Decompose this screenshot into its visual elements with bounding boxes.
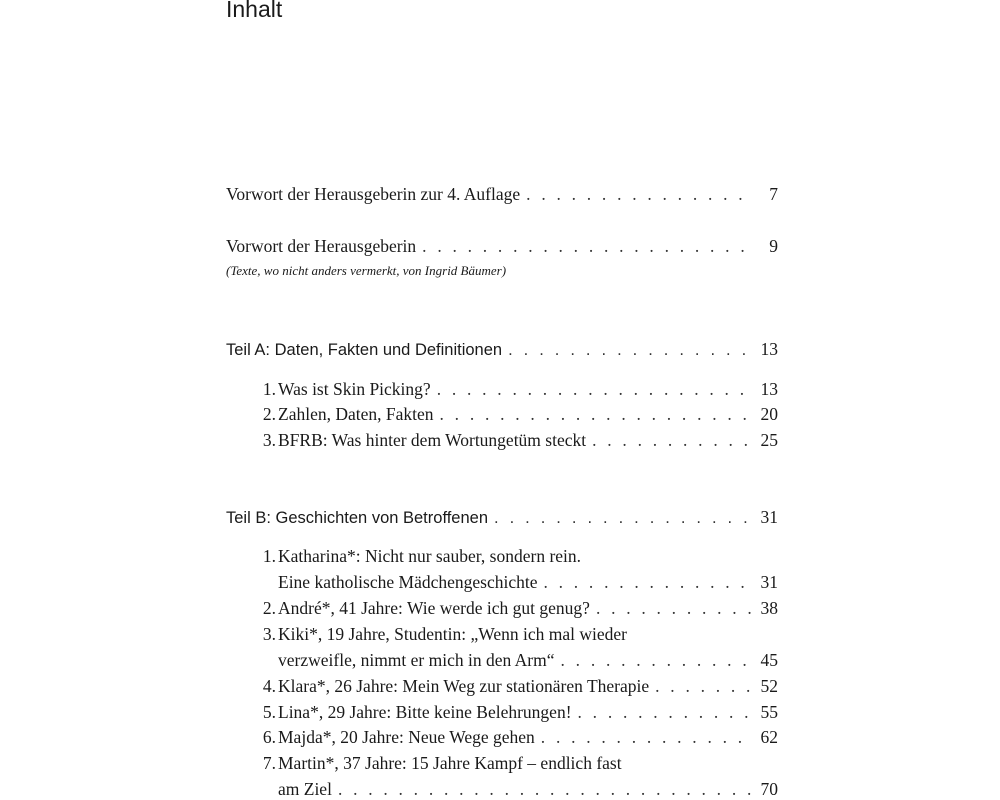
toc-entry-a1[interactable] bbox=[252, 378, 778, 400]
toc-entry-b7[interactable] bbox=[252, 778, 778, 800]
toc-entry-b4[interactable] bbox=[252, 675, 778, 697]
dot-leader bbox=[508, 339, 754, 361]
toc-page-number: 25 bbox=[760, 430, 778, 450]
dot-leader bbox=[494, 507, 754, 529]
toc-entry-label: Vorwort der Herausgeberin zur 4. Auflage bbox=[226, 184, 521, 204]
toc-entry-label: Klara*, 26 Jahre: Mein Weg zur stationären Therapie bbox=[278, 676, 650, 696]
toc-entry-preface[interactable] bbox=[226, 235, 778, 257]
toc-entry-label: BFRB: Was hinter dem Wortungetüm steckt bbox=[278, 430, 587, 450]
toc-entry-label: Lina*, 29 Jahre: Bitte keine Belehrungen! bbox=[278, 702, 572, 722]
toc-entry-b2[interactable] bbox=[252, 597, 778, 619]
toc-entry-number: 1. bbox=[262, 546, 276, 566]
toc-entry-number: 2. bbox=[262, 598, 276, 618]
toc-entry-label: Zahlen, Daten, Fakten bbox=[278, 404, 434, 424]
toc-entry-label: verzweifle, nimmt er mich in den Arm“ bbox=[278, 650, 555, 670]
dot-leader bbox=[541, 726, 754, 748]
toc-entry-b5[interactable] bbox=[252, 701, 778, 723]
toc-section-label: Teil A: Daten, Fakten und Definitionen bbox=[226, 341, 503, 359]
toc-page-number: 9 bbox=[769, 236, 778, 256]
toc-page-number: 62 bbox=[760, 727, 778, 747]
toc-entry-label: Vorwort der Herausgeberin bbox=[226, 236, 417, 256]
toc-entry-label: am Ziel bbox=[278, 779, 332, 799]
toc-entry-label: Majda*, 20 Jahre: Neue Wege gehen bbox=[278, 727, 535, 747]
toc-section-a[interactable] bbox=[226, 338, 778, 360]
toc-entry-label: Martin*, 37 Jahre: 15 Jahre Kampf – endlich fast bbox=[278, 753, 622, 773]
dot-leader bbox=[526, 183, 754, 205]
dot-leader bbox=[437, 378, 754, 400]
toc-page-number: 13 bbox=[760, 339, 778, 359]
toc-entry-number: 1. bbox=[262, 379, 276, 399]
toc-entry-b6[interactable] bbox=[252, 726, 778, 748]
dot-leader bbox=[655, 675, 754, 697]
toc-entry-label: Was ist Skin Picking? bbox=[278, 379, 431, 399]
dot-leader bbox=[440, 403, 754, 425]
dot-leader bbox=[422, 235, 754, 257]
toc-entry-label: André*, 41 Jahre: Wie werde ich gut genug? bbox=[278, 598, 590, 618]
toc-entry-number: 2. bbox=[262, 404, 276, 424]
toc-section-b[interactable] bbox=[226, 506, 778, 528]
dot-leader bbox=[561, 649, 754, 671]
toc-page-number: 52 bbox=[760, 676, 778, 696]
toc-page-number: 31 bbox=[760, 507, 778, 527]
toc-page-number: 20 bbox=[760, 404, 778, 424]
toc-entry-number: 3. bbox=[262, 430, 276, 450]
toc-entry-b3[interactable] bbox=[252, 649, 778, 671]
toc-entry-label: Katharina*: Nicht nur sauber, sondern rein. bbox=[278, 546, 582, 566]
dot-leader bbox=[338, 778, 754, 800]
toc-entry-number: 3. bbox=[262, 624, 276, 644]
toc-page-number: 7 bbox=[769, 184, 778, 204]
toc-page-number: 55 bbox=[760, 702, 778, 722]
toc-entry-b1-line1[interactable] bbox=[252, 545, 778, 567]
toc-entry-a3[interactable] bbox=[252, 429, 778, 451]
toc-page-number: 45 bbox=[760, 650, 778, 670]
toc-entry-a2[interactable] bbox=[252, 403, 778, 425]
toc-entry-number: 7. bbox=[262, 753, 276, 773]
toc-page-number: 31 bbox=[760, 572, 778, 592]
toc-entry-label: Kiki*, 19 Jahre, Studentin: „Wenn ich mal wieder bbox=[278, 624, 627, 644]
toc-page-number: 38 bbox=[760, 598, 778, 618]
toc-entry-label: Eine katholische Mädchengeschichte bbox=[278, 572, 538, 592]
toc-entry-number: 6. bbox=[262, 727, 276, 747]
dot-leader bbox=[592, 429, 754, 451]
page-title: Inhalt bbox=[226, 0, 283, 22]
dot-leader bbox=[596, 597, 754, 619]
toc-page-number: 70 bbox=[760, 779, 778, 799]
toc-entry-preface-4th-edition[interactable] bbox=[226, 183, 778, 205]
author-note: (Texte, wo nicht anders vermerkt, von Ingrid Bäumer) bbox=[226, 263, 507, 278]
toc-entry-number: 4. bbox=[262, 676, 276, 696]
toc-entry-b3-line1[interactable] bbox=[252, 623, 778, 645]
toc-entry-b7-line1[interactable] bbox=[252, 752, 778, 774]
toc-page-number: 13 bbox=[760, 379, 778, 399]
toc-section-label: Teil B: Geschichten von Betroffenen bbox=[226, 509, 489, 527]
toc-entry-number: 5. bbox=[262, 702, 276, 722]
toc-entry-b1[interactable] bbox=[252, 571, 778, 593]
dot-leader bbox=[543, 571, 754, 593]
dot-leader bbox=[578, 701, 754, 723]
